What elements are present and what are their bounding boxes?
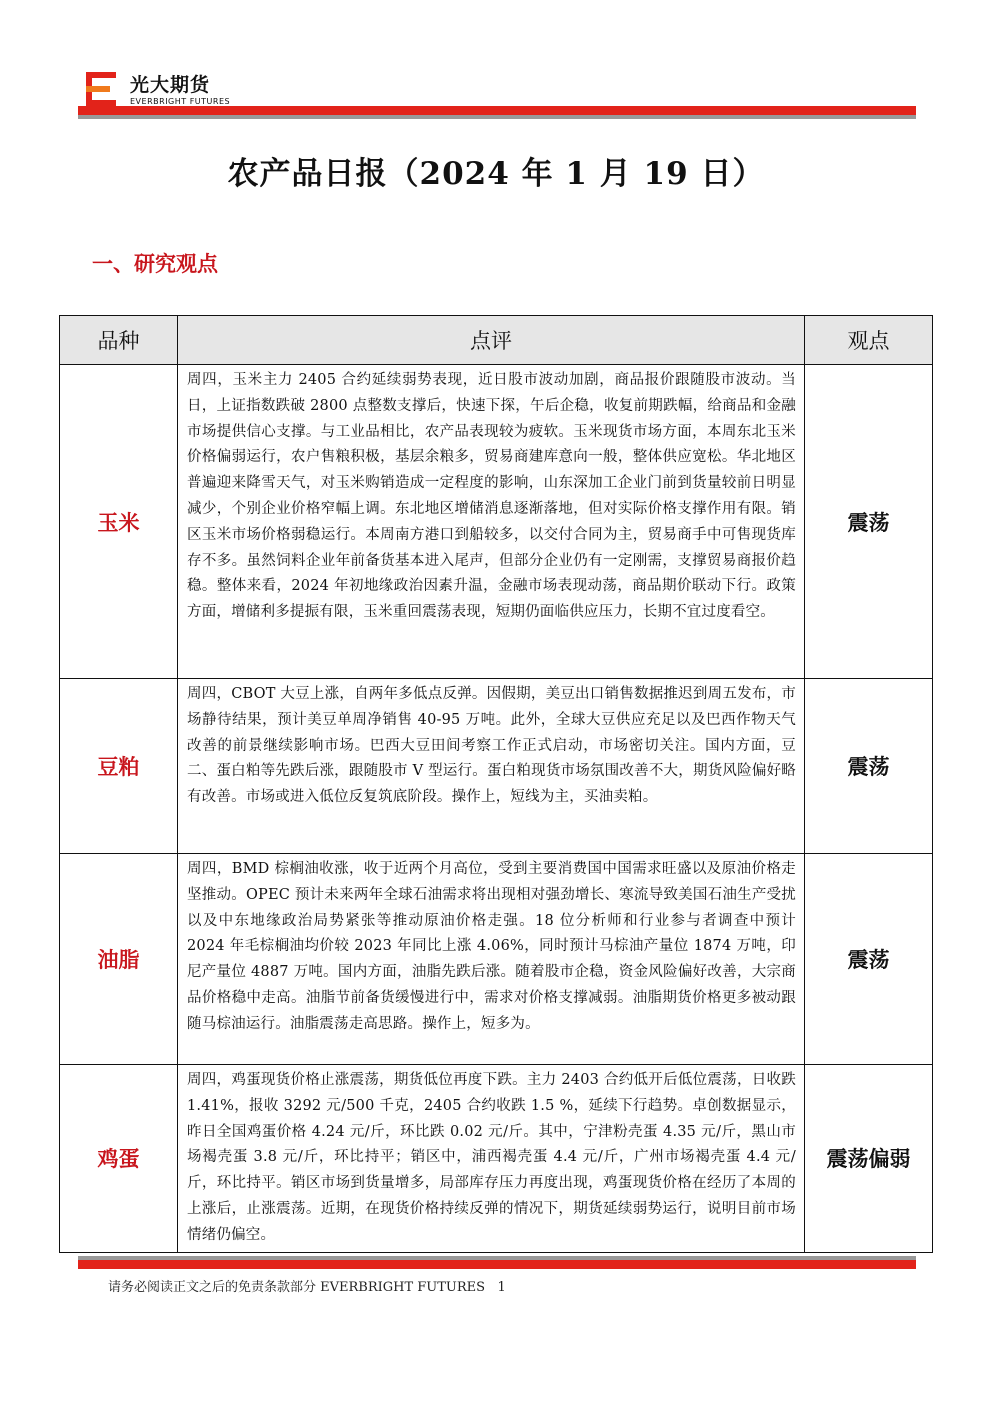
header-divider [78,106,916,119]
table-row [60,679,933,854]
variety-cell: 豆粕 [60,679,178,854]
header-variety: 品种 [60,316,178,365]
comment-cell: 周四，CBOT 大豆上涨，自两年多低点反弹。因假期，美豆出口销售数据推迟到周五发布，市场静待结果，预计美豆单周净销售 40-95 万吨。此外，全球大豆供应充足以及巴西作物天气改善的前景继续影响市场。巴西大豆田间考察工作正式启动，市场密切关注。国内方面，豆二、蛋白粕等先跌后涨，跟随股市 V 型运行。蛋白粕现货市场氛围改善不大，期货风险偏好略有改善。市场或进入低位反复筑底阶段。操作上，短线为主，买油卖粕。 [178,679,805,854]
research-view-table [59,315,933,1253]
footer-text: 请务必阅读正文之后的免责条款部分 EVERBRIGHT FUTURES [108,1280,486,1295]
company-logo [86,70,286,108]
logo-name-cn: 光大期货 [130,74,211,96]
view-cell: 震荡偏弱 [805,1065,933,1253]
logo-name-en: EVERBRIGHT FUTURES [130,97,231,106]
view-cell: 震荡 [805,679,933,854]
variety-cell: 油脂 [60,854,178,1065]
comment-cell: 周四，玉米主力 2405 合约延续弱势表现，近日股市波动加剧，商品报价跟随股市波动。当日，上证指数跌破 2800 点整数支撑后，快速下探，午后企稳，收复前期跌幅，给商品和金融市场提供信心支撑。与工业品相比，农产品表现较为疲软。玉米现货市场方面，本周东北玉米价格偏弱运行，农户售粮积极，基层余粮多，贸易商建库意向一般，整体供应宽松。华北地区普遍迎来降雪天气，对玉米购销造成一定程度的影响，山东深加工企业门前到货量较前日明显减少，个别企业价格窄幅上调。东北地区增储消息逐渐落地，但对实际价格支撑作用有限。销区玉米市场价格弱稳运行。本周南方港口到船较多，以交付合同为主，贸易商手中可售现货库存不多。虽然饲料企业年前备货基本进入尾声，但部分企业仍有一定刚需，支撑贸易商报价趋稳。整体来看，2024 年初地缘政治因素升温，金融市场表现动荡，商品期价联动下行。政策方面，增储利多提振有限，玉米重回震荡表现，短期仍面临供应压力，长期不宜过度看空。 [178,365,805,679]
header-view: 观点 [805,316,933,365]
table-row [60,365,933,679]
footer-disclaimer [108,1276,506,1295]
variety-cell: 玉米 [60,365,178,679]
section-heading: 一、研究观点 [92,251,218,276]
table-row [60,1065,933,1253]
variety-cell: 鸡蛋 [60,1065,178,1253]
view-cell: 震荡 [805,365,933,679]
logo-mark-icon [86,72,120,106]
header-comment: 点评 [178,316,805,365]
table-row [60,854,933,1065]
table-header-row [60,316,933,365]
comment-cell: 周四，BMD 棕榈油收涨，收于近两个月高位，受到主要消费国中国需求旺盛以及原油价格走坚推动。OPEC 预计未来两年全球石油需求将出现相对强劲增长、寒流导致美国石油生产受扰以及中东地缘政治局势紧张等推动原油价格走强。18 位分析师和行业参与者调查中预计 2024 年毛棕榈油均价较 2023 年同比上涨 4.06%，同时预计马棕油产量位 1874 万吨，印尼产量位 4887 万吨。国内方面，油脂先跌后涨。随着股市企稳，资金风险偏好改善，大宗商品价格稳中走高。油脂节前备货缓慢进行中，需求对价格支撑减弱。油脂期货价格更多被动跟随马棕油运行。油脂震荡走高思路。操作上，短多为。 [178,854,805,1065]
comment-cell: 周四，鸡蛋现货价格止涨震荡，期货低位再度下跌。主力 2403 合约低开后低位震荡，日收跌 1.41%，报收 3292 元/500 千克，2405 合约收跌 1.5 %，延续下行趋势。卓创数据显示，昨日全国鸡蛋价格 4.24 元/斤，环比跌 0.02 元/斤。其中，宁津粉壳蛋 4.35 元/斤，黑山市场褐壳蛋 3.8 元/斤，环比持平；销区中，浦西褐壳蛋 4.4 元/斤，广州市场褐壳蛋 4.4 元/斤，环比持平。销区市场到货量增多，局部库存压力再度出现，鸡蛋现货价格在经历了本周的上涨后，止涨震荡。近期，在现货价格持续反弹的情况下，期货延续弱势运行，说明目前市场情绪仍偏空。 [178,1065,805,1253]
page-number: 1 [497,1280,506,1295]
footer-divider [78,1256,916,1269]
report-title: 农产品日报（2024 年 1 月 19 日） [227,156,765,192]
view-cell: 震荡 [805,854,933,1065]
